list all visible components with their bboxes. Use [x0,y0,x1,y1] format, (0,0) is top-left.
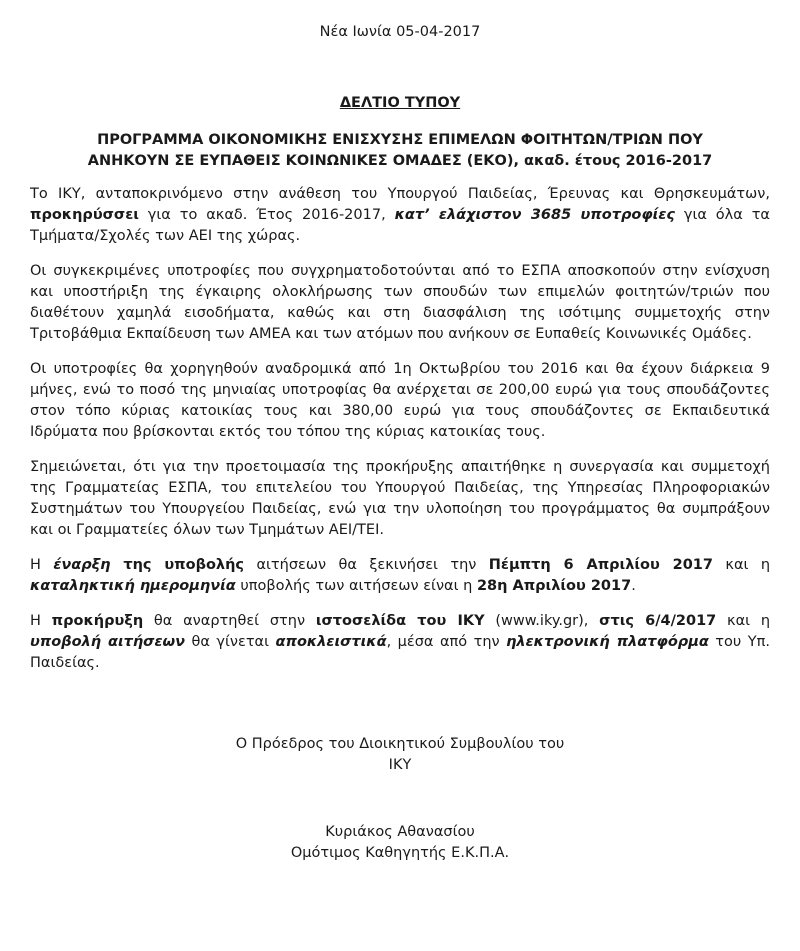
signatory-name: Κυριάκος Αθανασίου [325,824,475,840]
bold-italic-text: κατ’ ελάχιστον 3685 υποτροφίες [394,207,675,223]
bold-italic-text: έναρξη [53,557,111,573]
paragraph-dates [30,555,770,597]
bold-text: της υποβολής [110,557,245,573]
bold-italic-text: ηλεκτρονική πλατφόρμα [506,634,709,650]
subtitle-line-1: ΠΡΟΓΡΑΜΜΑ ΟΙΚΟΝΟΜΙΚΗΣ ΕΝΙΣΧΥΣΗΣ ΕΠΙΜΕΛΩΝ ΦΟΙΤΗΤΩΝ/ΤΡΙΩΝ ΠΟΥ [97,132,703,148]
text-run: . [631,578,636,594]
text-run: και η [713,557,771,573]
paragraph-amounts [30,359,770,443]
text-run: για το ακαδ. Έτος 2016-2017, [138,207,395,223]
text-run: θα αναρτηθεί στην [143,613,316,629]
bold-text: ιστοσελίδα του ΙΚΥ [315,613,485,629]
paragraph-purpose [30,261,770,345]
signature-organization: ΙΚΥ [388,757,412,773]
text-run: , μέσα από την [386,634,507,650]
document-title: ΔΕΛΤΙΟ ΤΥΠΟΥ [339,95,461,111]
signatory-title: Ομότιμος Καθηγητής Ε.Κ.Π.Α. [290,845,510,861]
text-run: Το ΙΚΥ, ανταποκρινόμενο στην ανάθεση του Υπουργού Παιδείας, Έρευνας και Θρησκευμάτων, [30,186,770,202]
signature-role: Ο Πρόεδρος του Διοικητικού Συμβουλίου του [235,736,565,752]
text-run: Η [30,613,52,629]
bold-text: προκηρύσσει [30,207,139,223]
text-run: Σημειώνεται, ότι για την προετοιμασία της προκήρυξης απαιτήθηκε η συνεργασία και συμμετοχή της Γραμματείας ΕΣΠΑ, του επιτελείου του Υπουργού Παιδείας, της Υπηρεσίας Πληροφοριακών Συστημάτων του Υπουργείου Παιδείας, ενώ για την υλοποίηση του προγράμματος θα συμπράξουν και οι Γραμματείες όλων των Τμημάτων ΑΕΙ/ΤΕΙ. [30,459,770,538]
paragraph-cooperation [30,457,770,541]
signature-role-block [30,734,770,776]
bold-text: στις 6/4/2017 [599,613,717,629]
bold-text: Πέμπτη 6 Απριλίου 2017 [488,557,713,573]
text-run: θα γίνεται [185,634,276,650]
text-run: του Υπ. Παιδείας. [30,634,770,671]
text-run: για όλα τα Τμήματα/Σχολές των ΑΕΙ της χώρας. [30,207,770,244]
bold-text: 28η Απριλίου 2017 [476,578,632,594]
signature-name-block [30,822,770,864]
bold-italic-text: καταληκτική ημερομηνία [30,578,236,594]
text-run: Οι συγκεκριμένες υποτροφίες που συγχρηματοδοτούνται από το ΕΣΠΑ αποσκοπούν στην ενίσχυση και υποστήριξη της έγκαιρης ολοκλήρωσης των σπουδών των επιμελών φοιτητών/τριών που διαθέτουν χαμηλά εισοδήματα, καθώς και στη διασφάλιση της ισότιμης συμμετοχής στην Τριτοβάθμια Εκπαίδευση των ΑΜΕΑ και των ατόμων που ανήκουν σε Ευπαθείς Κοινωνικές Ομάδες. [30,263,770,342]
date-line: Νέα Ιωνία 05-04-2017 [319,24,481,40]
bold-italic-text: υποβολή αιτήσεων [30,634,186,650]
text-run: αιτήσεων θα ξεκινήσει την [244,557,489,573]
subtitle-line-2: ΑΝΗΚΟΥΝ ΣΕ ΕΥΠΑΘΕΙΣ ΚΟΙΝΩΝΙΚΕΣ ΟΜΑΔΕΣ (ΕΚΟ), ακαδ. έτους 2016-2017 [87,153,713,169]
text-run: και η [716,613,771,629]
text-run: Οι υποτροφίες θα χορηγηθούν αναδρομικά από 1η Οκτωβρίου του 2016 και θα έχουν διάρκεια 9 μήνες, ενώ το ποσό της μηνιαίας υποτροφίας θα ανέρχεται σε 200,00 ευρώ για τους σπουδάζοντες στον τόπο κύριας κατοικίας τους και 380,00 ευρώ για τους σπουδάζοντες σε Εκπαιδευτικά Ιδρύματα που βρίσκονται εκτός του τόπου της κύριας κατοικίας τους. [30,361,770,440]
bold-text: προκήρυξη [51,613,144,629]
text-run: (www.iky.gr), [484,613,600,629]
text-run: υποβολής των αιτήσεων είναι η [235,578,477,594]
text-run: Η [30,557,54,573]
paragraph-submission [30,611,770,674]
bold-italic-text: αποκλειστικά [275,634,387,650]
paragraph-announcement [30,184,770,247]
document-subtitle [30,130,770,172]
